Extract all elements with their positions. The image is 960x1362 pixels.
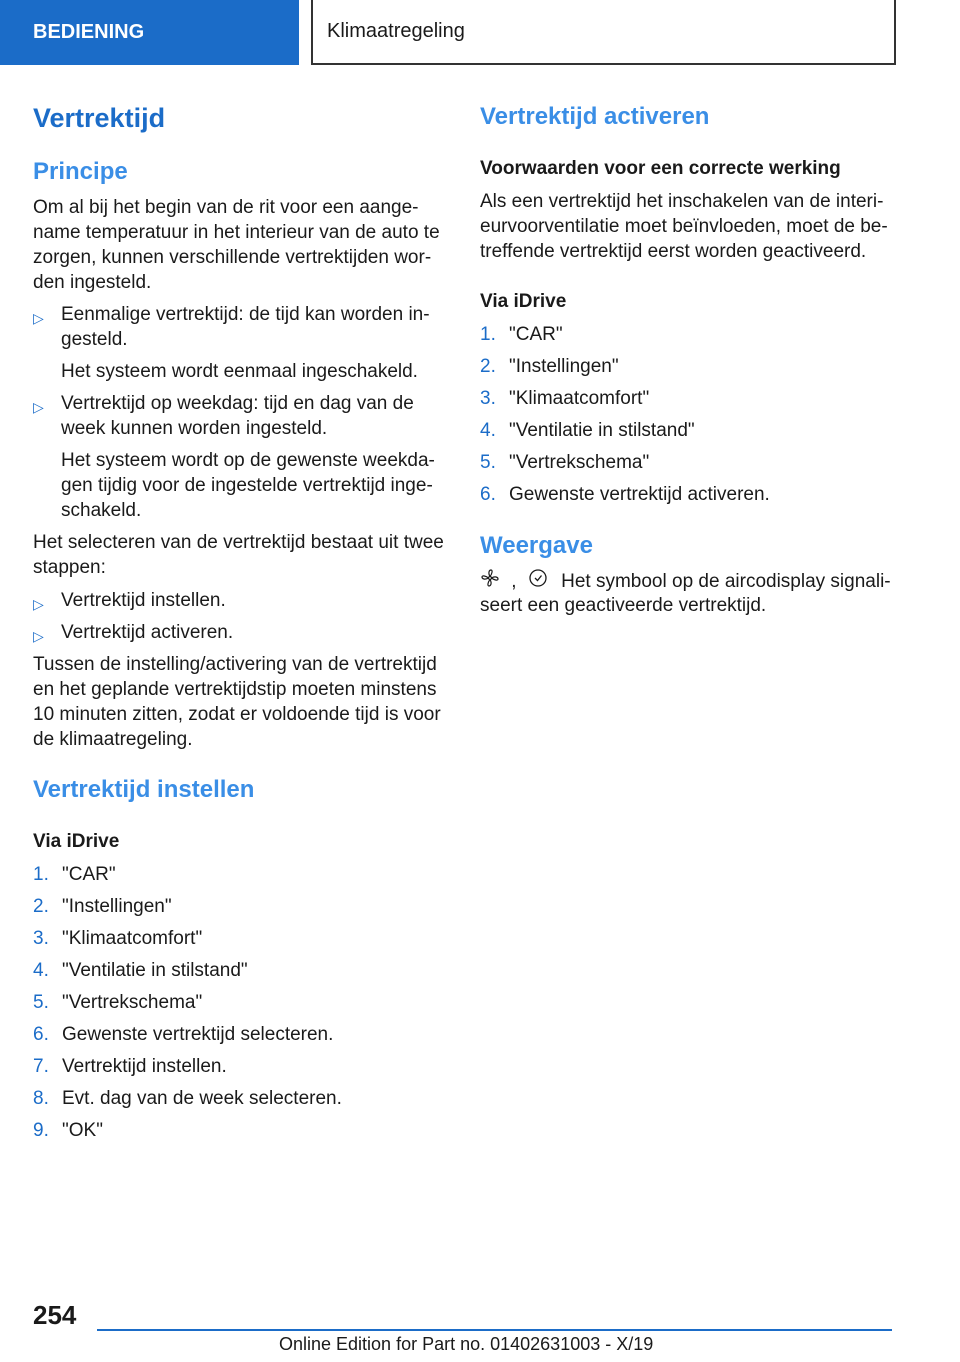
- note-line: Tussen de instelling/activering van de vertrektijd: [33, 654, 437, 675]
- principle-heading: Principe: [33, 158, 128, 185]
- prereq-heading: Voorwaarden voor een correcte werking: [480, 158, 841, 179]
- list-item: 2. "Instellingen": [480, 356, 619, 377]
- clock-icon: [528, 568, 548, 595]
- list-item: 3. "Klimaatcomfort": [480, 388, 650, 409]
- activate-via-heading: Via iDrive: [480, 291, 567, 312]
- header-chapter-label: Klimaatregeling: [327, 20, 465, 42]
- display-line: seert een geactiveerde vertrektijd.: [480, 595, 767, 616]
- triangle-right-icon: ▷: [33, 596, 44, 612]
- list-item: 6. Gewenste vertrektijd activeren.: [480, 484, 770, 505]
- set-via-heading: Via iDrive: [33, 831, 120, 852]
- header-section: [0, 0, 299, 65]
- set-heading: Vertrektijd instellen: [33, 776, 255, 803]
- prereq-line: treffende vertrektijd eerst worden geactiveerd.: [480, 241, 867, 262]
- list-item: 4. "Ventilatie in stilstand": [480, 420, 695, 441]
- list-item: 4. "Ventilatie in stilstand": [33, 960, 248, 981]
- list-item: 9. "OK": [33, 1120, 103, 1141]
- fan-icon: [480, 568, 500, 595]
- display-text: Het symbool op de aircodisplay signali-: [561, 570, 891, 592]
- list-item: 5. "Vertrekschema": [33, 992, 203, 1013]
- triangle-right-icon: ▷: [33, 628, 44, 644]
- list-item: ▷ Vertrektijd instellen.: [33, 588, 448, 613]
- list-item: 7. Vertrektijd instellen.: [33, 1056, 227, 1077]
- set-steps-list: [33, 862, 448, 1152]
- footer-divider: [97, 1329, 892, 1331]
- note-line: de klimaatregeling.: [33, 729, 193, 750]
- principle-line: name temperatuur in het interieur van de auto te: [33, 222, 440, 243]
- list-item: ▷ Vertrektijd op weekdag: tijd en dag van de week kunnen worden ingesteld. Het systeem wordt op de gewenste weekda- gen tijdig voor de ingestelde vertrektijd inge- schakeld.: [33, 393, 435, 521]
- list-item: 3. "Klimaatcomfort": [33, 928, 203, 949]
- steps-intro-line: stappen:: [33, 557, 106, 578]
- note-line: en het geplande vertrektijdstip moeten minstens: [33, 679, 437, 700]
- list-item: ▷ Vertrektijd activeren.: [33, 620, 448, 645]
- list-item: 8. Evt. dag van de week selecteren.: [33, 1088, 342, 1109]
- activate-steps-list: [480, 322, 895, 522]
- page-number: 254: [33, 1300, 77, 1330]
- list-item: 2. "Instellingen": [33, 896, 172, 917]
- activate-heading: Vertrektijd activeren: [480, 103, 710, 130]
- steps-intro-line: Het selecteren van de vertrektijd bestaat uit twee: [33, 532, 444, 553]
- principle-line: zorgen, kunnen verschillende vertrektijden wor-: [33, 247, 432, 268]
- list-item: ▷ Eenmalige vertrektijd: de tijd kan worden in- gesteld. Het systeem wordt eenmaal ingeschakeld.: [33, 304, 430, 382]
- footer-edition: Online Edition for Part no. 01402631003 - X/19: [279, 1334, 654, 1354]
- header-chapter: [311, 0, 896, 65]
- prereq-line: Als een vertrektijd het inschakelen van de interi-: [480, 191, 884, 212]
- list-item: 1. "CAR": [33, 864, 116, 885]
- list-item: 6. Gewenste vertrektijd selecteren.: [33, 1024, 334, 1045]
- triangle-right-icon: ▷: [33, 310, 44, 326]
- page-title: Vertrektijd: [33, 103, 166, 133]
- display-line: [480, 568, 895, 593]
- display-heading: Weergave: [480, 532, 593, 559]
- list-item: 1. "CAR": [480, 324, 563, 345]
- principle-line: Om al bij het begin van de rit voor een aange-: [33, 197, 419, 218]
- list-item: 5. "Vertrekschema": [480, 452, 650, 473]
- header-section-label: BEDIENING: [33, 21, 145, 43]
- note-line: 10 minuten zitten, zodat er voldoende tijd is voor: [33, 704, 441, 725]
- triangle-right-icon: ▷: [33, 399, 44, 415]
- display-separator: ,: [511, 570, 517, 592]
- prereq-line: eurvoorventilatie moet beïnvloeden, moet de be-: [480, 216, 888, 237]
- principle-line: den ingesteld.: [33, 272, 152, 293]
